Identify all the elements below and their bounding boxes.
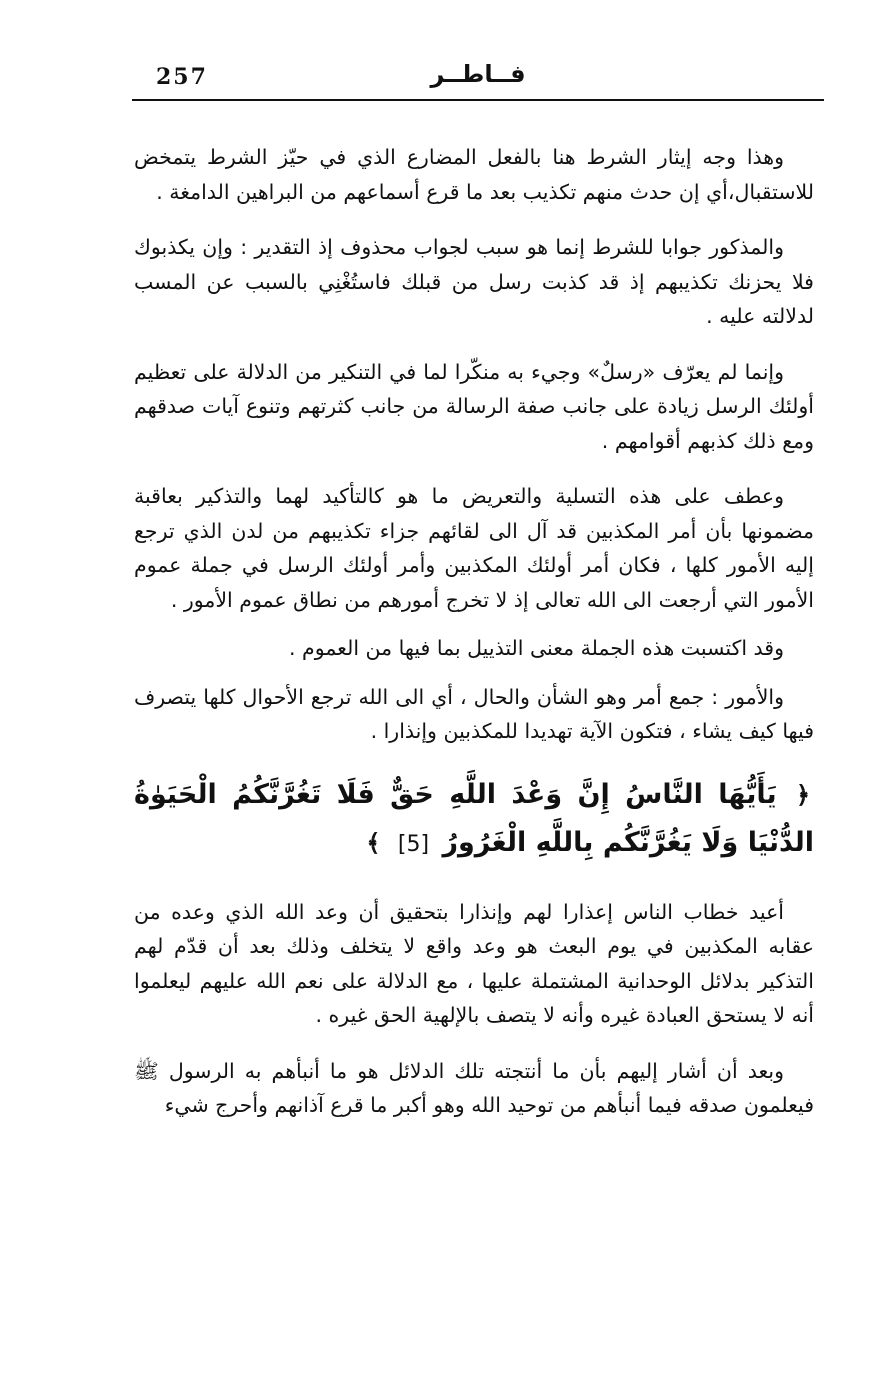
quran-verse [134, 771, 814, 869]
paragraph-8: وبعد أن أشار إليهم بأن ما أنتجته تلك الدلائل هو ما أنبأهم به الرسول ﷺ فيعلمون صدقه فيما أنبأهم من توحيد الله وهو أكبر ما قرع آذانهم وأحرج شيء [134, 1058, 814, 1117]
body-text [134, 140, 814, 1144]
paragraph-3: وإنما لم يعرّف «رسلٌ» وجيء به منكّرا لما في التنكير من الدلالة على تعظيم أولئك الرسل زيادة على جانب صفة الرسالة من جانب كثرتهم وتنوع آيات صدقهم ومع ذلك كذبهم أقوامهم . [134, 359, 814, 453]
header-rule [132, 99, 824, 101]
paragraph-4: وعطف على هذه التسلية والتعريض ما هو كالتأكيد لهما والتذكير بعاقبة مضمونها بأن أمر المكذبين قد آل الى لقائهم جزاء تكذيبهم من لدن الذي ترجع إليه الأمور كلها ، فكان أمر أولئك المكذبين وأمر أولئك الرسل في جملة عموم الأمور التي أرجعت الى الله تعالى إذ لا تخرج أمورهم من نطاق عموم الأمور . [134, 484, 814, 612]
verse-number: [5] [397, 831, 430, 857]
page-number: 257 [156, 64, 208, 90]
verse-text: يَأَيُّهَا النَّاسُ إِنَّ وَعْدَ اللَّهِ حَقٌّ فَلَا تَغُرَّنَّكُمُ الْحَيَوٰةُ الدُّنْيَا وَلَا يَغُرَّنَّكُم بِاللَّهِ الْغَرُورُ [134, 778, 814, 858]
paragraph-5: وقد اكتسبت هذه الجملة معنى التذييل بما فيها من العموم . [289, 636, 784, 660]
paragraph-6: والأمور : جمع أمر وهو الشأن والحال ، أي الى الله ترجع الأحوال كلها يتصرف فيها كيف يشاء ، فتكون الآية تهديدا للمكذبين وإنذارا . [134, 684, 814, 743]
paragraph-1: وهذا وجه إيثار الشرط هنا بالفعل المضارع الذي في حيّز الشرط يتمخض للاستقبال،أي إن حدث منهم تكذيب بعد ما قرع أسماعهم من البراهين الدامغة . [134, 145, 814, 204]
verse-close-bracket: ﴾ [366, 828, 381, 857]
verse-open-bracket: ﴿ [795, 780, 810, 809]
page-header [132, 58, 824, 98]
surah-title: فــاطــر [430, 60, 526, 88]
paragraph-2: والمذكور جوابا للشرط إنما هو سبب لجواب محذوف إذ التقدير : وإن يكذبوك فلا يحزنك تكذيبهم إذ قد كذبت رسل من قبلك فاستُغْنِي بالسبب عن المسب لدلالته عليه . [134, 235, 814, 328]
paragraph-7: أعيد خطاب الناس إعذارا لهم وإنذارا بتحقيق أن وعد الله الذي وعده من عقابه المكذبين في يوم البعث هو وعد واقع لا يتخلف وذلك بعد أن قدّم لهم التذكير بدلائل الوحدانية المشتملة عليها ، مع الدلالة على نعم الله عليهم ليعلموا أنه لا يستحق العبادة غيره وأنه لا يتصف بالإلهية الحق غيره . [134, 899, 814, 1027]
